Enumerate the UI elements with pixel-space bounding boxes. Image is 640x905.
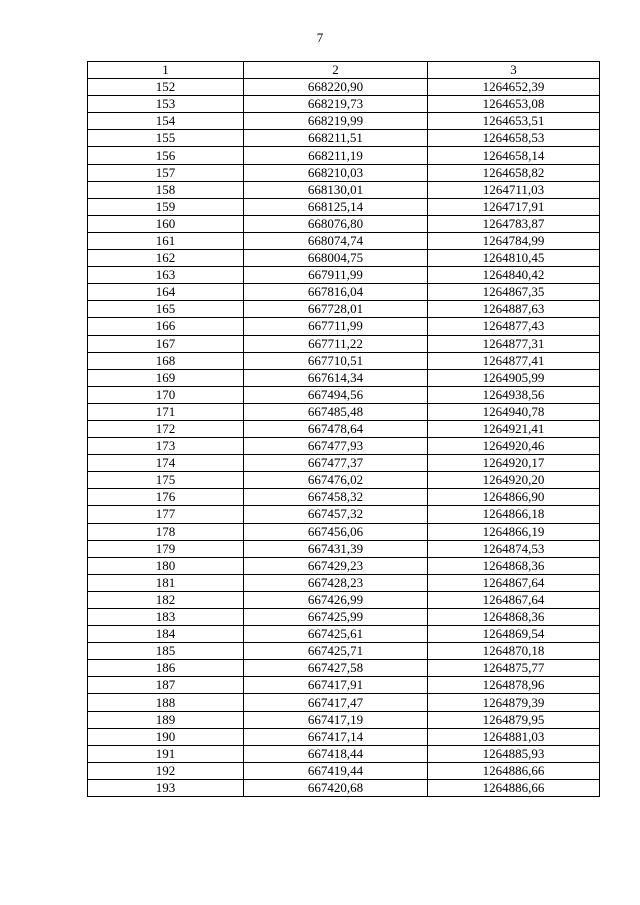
table-row: [88, 591, 600, 608]
table-row: [88, 557, 600, 574]
y-coordinate-cell: 1264921,41: [428, 420, 600, 437]
y-coordinate-cell: 1264875,77: [428, 660, 600, 677]
point-number-cell: 186: [88, 660, 244, 677]
point-number-cell: 170: [88, 386, 244, 403]
table-body: [88, 79, 600, 797]
point-number-cell: 172: [88, 420, 244, 437]
point-number-cell: 158: [88, 181, 244, 198]
x-coordinate-cell: 667425,61: [244, 626, 428, 643]
x-coordinate-cell: 667420,68: [244, 779, 428, 796]
y-coordinate-cell: 1264840,42: [428, 267, 600, 284]
table-row: [88, 523, 600, 540]
column-header-2: 2: [244, 62, 428, 79]
y-coordinate-cell: 1264920,17: [428, 455, 600, 472]
y-coordinate-cell: 1264866,19: [428, 523, 600, 540]
table-row: [88, 745, 600, 762]
table-row: [88, 79, 600, 96]
y-coordinate-cell: 1264886,66: [428, 762, 600, 779]
point-number-cell: 159: [88, 198, 244, 215]
y-coordinate-cell: 1264874,53: [428, 540, 600, 557]
table-row: [88, 489, 600, 506]
x-coordinate-cell: 667485,48: [244, 403, 428, 420]
y-coordinate-cell: 1264869,54: [428, 626, 600, 643]
x-coordinate-cell: 668125,14: [244, 198, 428, 215]
table-row: [88, 130, 600, 147]
y-coordinate-cell: 1264877,41: [428, 352, 600, 369]
y-coordinate-cell: 1264658,82: [428, 164, 600, 181]
point-number-cell: 160: [88, 215, 244, 232]
point-number-cell: 156: [88, 147, 244, 164]
y-coordinate-cell: 1264938,56: [428, 386, 600, 403]
x-coordinate-cell: 667417,14: [244, 728, 428, 745]
table-row: [88, 198, 600, 215]
y-coordinate-cell: 1264881,03: [428, 728, 600, 745]
x-coordinate-cell: 668219,73: [244, 96, 428, 113]
table-row: [88, 626, 600, 643]
y-coordinate-cell: 1264652,39: [428, 79, 600, 96]
table-header-row: [88, 62, 600, 79]
y-coordinate-cell: 1264886,66: [428, 779, 600, 796]
point-number-cell: 188: [88, 694, 244, 711]
x-coordinate-cell: 667428,23: [244, 574, 428, 591]
table-row: [88, 369, 600, 386]
point-number-cell: 164: [88, 284, 244, 301]
point-number-cell: 191: [88, 745, 244, 762]
table-row: [88, 694, 600, 711]
x-coordinate-cell: 667614,34: [244, 369, 428, 386]
table-row: [88, 506, 600, 523]
point-number-cell: 192: [88, 762, 244, 779]
y-coordinate-cell: 1264878,96: [428, 677, 600, 694]
y-coordinate-cell: 1264867,64: [428, 574, 600, 591]
table-row: [88, 164, 600, 181]
table-row: [88, 728, 600, 745]
y-coordinate-cell: 1264879,95: [428, 711, 600, 728]
point-number-cell: 183: [88, 609, 244, 626]
table-row: [88, 386, 600, 403]
x-coordinate-cell: 667417,19: [244, 711, 428, 728]
point-number-cell: 162: [88, 250, 244, 267]
y-coordinate-cell: 1264905,99: [428, 369, 600, 386]
x-coordinate-cell: 667711,22: [244, 335, 428, 352]
y-coordinate-cell: 1264658,14: [428, 147, 600, 164]
y-coordinate-cell: 1264868,36: [428, 557, 600, 574]
table-row: [88, 472, 600, 489]
table-row: [88, 438, 600, 455]
table-row: [88, 181, 600, 198]
point-number-cell: 182: [88, 591, 244, 608]
table-row: [88, 113, 600, 130]
point-number-cell: 185: [88, 643, 244, 660]
y-coordinate-cell: 1264784,99: [428, 232, 600, 249]
x-coordinate-cell: 667911,99: [244, 267, 428, 284]
y-coordinate-cell: 1264810,45: [428, 250, 600, 267]
y-coordinate-cell: 1264870,18: [428, 643, 600, 660]
y-coordinate-cell: 1264877,43: [428, 318, 600, 335]
y-coordinate-cell: 1264866,18: [428, 506, 600, 523]
coordinates-table: [87, 61, 600, 797]
x-coordinate-cell: 668074,74: [244, 232, 428, 249]
point-number-cell: 161: [88, 232, 244, 249]
table-row: [88, 711, 600, 728]
x-coordinate-cell: 667425,99: [244, 609, 428, 626]
y-coordinate-cell: 1264885,93: [428, 745, 600, 762]
x-coordinate-cell: 667494,56: [244, 386, 428, 403]
point-number-cell: 152: [88, 79, 244, 96]
x-coordinate-cell: 668210,03: [244, 164, 428, 181]
point-number-cell: 155: [88, 130, 244, 147]
x-coordinate-cell: 667477,37: [244, 455, 428, 472]
x-coordinate-cell: 668076,80: [244, 215, 428, 232]
point-number-cell: 163: [88, 267, 244, 284]
point-number-cell: 189: [88, 711, 244, 728]
x-coordinate-cell: 667457,32: [244, 506, 428, 523]
table-row: [88, 420, 600, 437]
table-row: [88, 762, 600, 779]
point-number-cell: 165: [88, 301, 244, 318]
point-number-cell: 178: [88, 523, 244, 540]
column-header-1: 1: [88, 62, 244, 79]
x-coordinate-cell: 668220,90: [244, 79, 428, 96]
y-coordinate-cell: 1264868,36: [428, 609, 600, 626]
y-coordinate-cell: 1264653,08: [428, 96, 600, 113]
y-coordinate-cell: 1264920,20: [428, 472, 600, 489]
x-coordinate-cell: 667476,02: [244, 472, 428, 489]
page-number: 7: [316, 30, 324, 45]
table-row: [88, 643, 600, 660]
x-coordinate-cell: 667458,32: [244, 489, 428, 506]
table-row: [88, 267, 600, 284]
y-coordinate-cell: 1264940,78: [428, 403, 600, 420]
table-row: [88, 215, 600, 232]
table-row: [88, 779, 600, 796]
y-coordinate-cell: 1264879,39: [428, 694, 600, 711]
point-number-cell: 173: [88, 438, 244, 455]
point-number-cell: 175: [88, 472, 244, 489]
table-row: [88, 284, 600, 301]
x-coordinate-cell: 668219,99: [244, 113, 428, 130]
table-row: [88, 660, 600, 677]
x-coordinate-cell: 667816,04: [244, 284, 428, 301]
point-number-cell: 180: [88, 557, 244, 574]
y-coordinate-cell: 1264711,03: [428, 181, 600, 198]
point-number-cell: 187: [88, 677, 244, 694]
x-coordinate-cell: 668211,19: [244, 147, 428, 164]
point-number-cell: 169: [88, 369, 244, 386]
x-coordinate-cell: 667711,99: [244, 318, 428, 335]
table-row: [88, 147, 600, 164]
x-coordinate-cell: 667456,06: [244, 523, 428, 540]
point-number-cell: 176: [88, 489, 244, 506]
point-number-cell: 177: [88, 506, 244, 523]
table-row: [88, 335, 600, 352]
column-header-3: 3: [428, 62, 600, 79]
y-coordinate-cell: 1264783,87: [428, 215, 600, 232]
y-coordinate-cell: 1264867,35: [428, 284, 600, 301]
table-row: [88, 318, 600, 335]
x-coordinate-cell: 667417,47: [244, 694, 428, 711]
x-coordinate-cell: 667419,44: [244, 762, 428, 779]
point-number-cell: 167: [88, 335, 244, 352]
y-coordinate-cell: 1264877,31: [428, 335, 600, 352]
x-coordinate-cell: 667417,91: [244, 677, 428, 694]
table-row: [88, 574, 600, 591]
table-row: [88, 609, 600, 626]
point-number-cell: 174: [88, 455, 244, 472]
table-row: [88, 403, 600, 420]
x-coordinate-cell: 668004,75: [244, 250, 428, 267]
point-number-cell: 184: [88, 626, 244, 643]
x-coordinate-cell: 668211,51: [244, 130, 428, 147]
point-number-cell: 154: [88, 113, 244, 130]
y-coordinate-cell: 1264658,53: [428, 130, 600, 147]
x-coordinate-cell: 667429,23: [244, 557, 428, 574]
point-number-cell: 181: [88, 574, 244, 591]
point-number-cell: 168: [88, 352, 244, 369]
y-coordinate-cell: 1264717,91: [428, 198, 600, 215]
point-number-cell: 153: [88, 96, 244, 113]
x-coordinate-cell: 667426,99: [244, 591, 428, 608]
y-coordinate-cell: 1264653,51: [428, 113, 600, 130]
x-coordinate-cell: 667431,39: [244, 540, 428, 557]
x-coordinate-cell: 667710,51: [244, 352, 428, 369]
x-coordinate-cell: 667477,93: [244, 438, 428, 455]
point-number-cell: 157: [88, 164, 244, 181]
point-number-cell: 171: [88, 403, 244, 420]
table-row: [88, 250, 600, 267]
x-coordinate-cell: 667728,01: [244, 301, 428, 318]
table-row: [88, 96, 600, 113]
y-coordinate-cell: 1264866,90: [428, 489, 600, 506]
point-number-cell: 179: [88, 540, 244, 557]
point-number-cell: 190: [88, 728, 244, 745]
point-number-cell: 166: [88, 318, 244, 335]
x-coordinate-cell: 667418,44: [244, 745, 428, 762]
y-coordinate-cell: 1264920,46: [428, 438, 600, 455]
table-row: [88, 455, 600, 472]
y-coordinate-cell: 1264867,64: [428, 591, 600, 608]
table-row: [88, 301, 600, 318]
point-number-cell: 193: [88, 779, 244, 796]
x-coordinate-cell: 667478,64: [244, 420, 428, 437]
table-row: [88, 232, 600, 249]
table-row: [88, 352, 600, 369]
y-coordinate-cell: 1264887,63: [428, 301, 600, 318]
x-coordinate-cell: 668130,01: [244, 181, 428, 198]
table-row: [88, 540, 600, 557]
x-coordinate-cell: 667425,71: [244, 643, 428, 660]
table-row: [88, 677, 600, 694]
x-coordinate-cell: 667427,58: [244, 660, 428, 677]
